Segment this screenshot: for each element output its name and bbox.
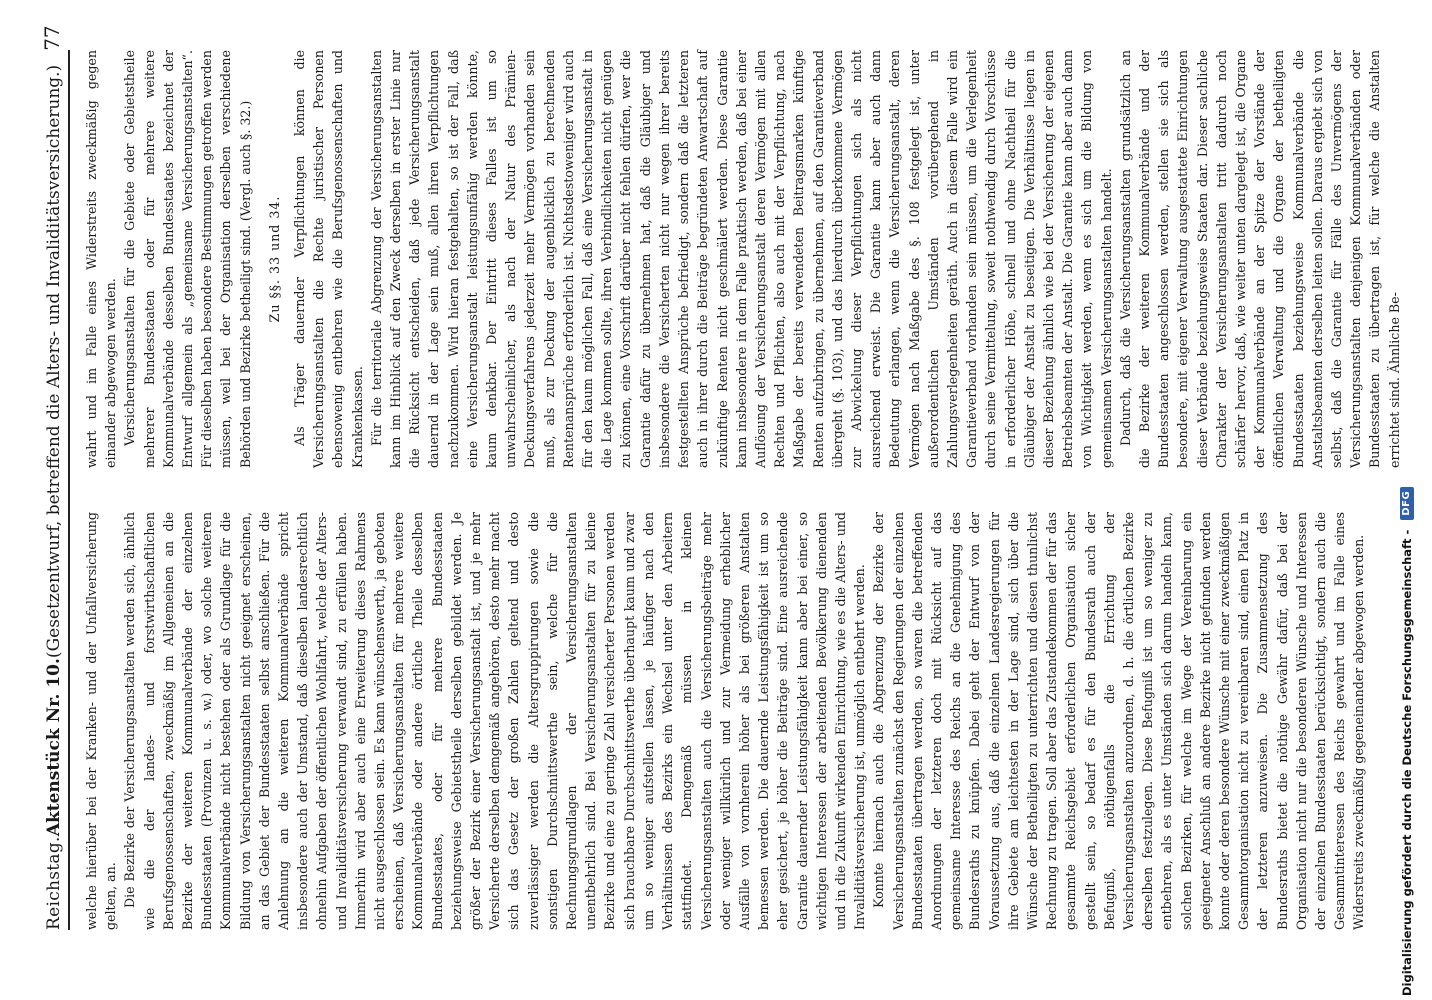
- left-column: [82, 512, 1367, 930]
- header-running-left: Reichstag.: [44, 836, 64, 930]
- page-number: 77: [40, 25, 64, 51]
- right-paragraph: Für die territoriale Abgrenzung der Versicherungsanstalten kann im Hinblick auf den Zweck derselben in erster Linie nur die Rücksicht entscheiden, daß jede Versicherungsanstalt dauernd in der Lage sein muß, allen ihren Verpflichtungen nachzukommen. Wird hieran festgehalten, so ist der Fall, daß eine Versicherungsanstalt leistungsunfähig werden könnte, kaum denkbar. Der Eintritt dieses Falles ist um so unwahrscheinlicher, als nach der Natur des Prämien-Deckungsverfahrens jederzeit mehr Vermögen vorhanden sein muß, als zur Deckung der augenblicklich zu berechnenden Rentenansprüche erforderlich ist. Nichtsdestoweniger wird auch für den kaum möglichen Fall, daß eine Versicherungsanstalt in die Lage kommen sollte, ihren Verbindlichkeiten nicht genügen zu können, eine Vorschrift darüber nicht fehlen dürfen, wer die Garantie dafür zu übernehmen hat, daß die Gläubiger und insbesondere die Versicherten nicht nur wegen ihrer bereits festgestellten Ansprüche befriedigt, sondern daß die letzteren auch in ihrer durch die Beiträge begründeten Anwartschaft auf zukünftige Renten nicht geschmälert werden. Diese Garantie kann insbesondere in dem Falle praktisch werden, daß bei einer Auflösung der Versicherungsanstalt deren Vermögen mit allen Rechten und Pflichten, also auch mit der Verpflichtung, nach Maßgabe der bereits verwendeten Beitragsmarken künftige Renten aufzubringen, zu übernehmen, auf den Garantieverband übergeht (§. 103), und das hierdurch überkommene Vermögen zur Abwickelung dieser Verpflichtungen sich als nicht ausreichend erweist. Die Garantie kann aber auch dann Bedeutung erlangen, wenn die Versicherungsanstalt, deren Vermögen nach Maßgabe des §. 108 festgelegt ist, unter außerordentlichen Umständen vorübergehend in Zahlungsverlegenheiten geräth. Auch in diesem Falle wird ein Garantieverband vorhanden sein müssen, um die Verlegenheit durch seine Vermittelung, soweit nothwendig durch Vorschüsse in erforderlicher Höhe, schnell und ohne Nachtheil für die Gläubiger der Anstalt zu beseitigen. Die Verhältnisse liegen in dieser Beziehung ähnlich wie bei der Versicherung der eigenen Betriebsbeamten der Anstalt. Die Garantie kann aber auch dann von Wichtigkeit werden, wenn es sich um die Bildung von gemeinsamen Versicherungsanstalten handelt.: [368, 50, 1114, 468]
- right-paragraph: Versicherungsanstalten für die Gebiete oder Gebietstheile mehrerer Bundesstaaten oder für mehrere weitere Kommunalverbände desselben Bundesstaates bezeichnet der Entwurf allgemein als „gemeinsame Versicherungsanstalten“. Für dieselben haben besondere Bestimmungen getroffen werden müssen, weil bei der Organisation derselben verschiedene Behörden und Bezirke betheiligt sind. (Vergl. auch §. 32.): [122, 50, 253, 468]
- dfg-logo-icon: DFG: [1400, 487, 1414, 520]
- left-paragraph: Die Bezirke der Versicherungsanstalten werden sich, ähnlich wie die der landes- und forstwirthschaftlichen Berufsgenossenschaften, zweckmäßig im Allgemeinen an die Bezirke der weiteren Kommunalverbände der einzelnen Bundesstaaten (Provinzen u. s. w.) oder, wo solche weiteren Kommunalverbände nicht bestehen oder als Grundlage für die Bildung von Versicherungsanstalten nicht geeignet erscheinen, an das Gebiet der Bundesstaaten selbst anschließen. Für die Anlehnung an die weiteren Kommunalverbände spricht insbesondere auch der Umstand, daß dieselben landesrechtlich ohnehin Aufgaben der öffentlichen Wohlfahrt, welche der Alters- und Invaliditätsversicherung verwandt sind, zu erfüllen haben. Immerhin wird aber auch eine Erweiterung dieses Rahmens nicht ausgeschlossen sein. Es kann wünschenswerth, ja geboten erscheinen, daß Versicherungsanstalten für mehrere weitere Kommunalverbände oder andere örtliche Theile desselben Bundesstaates, oder für mehrere Bundesstaaten beziehungsweise Gebietstheile derselben gebildet werden. Je größer der Bezirk einer Versicherungsanstalt ist, und je mehr Versicherte derselben demgemäß angehören, desto mehr macht sich das Gesetz der großen Zahlen geltend und desto zuverlässiger werden die Altersgruppirungen sowie die sonstigen Durchschnittswerthe sein, welche für die Rechnungsgrundlagen der Versicherungsanstalten unentbehrlich sind. Bei Versicherungsanstalten für zu kleine Bezirke und eine zu geringe Zahl versicherter Personen werden sich brauchbare Durchschnittswerthe überhaupt kaum und zwar um so weniger aufstellen lassen, je häufiger nach den Verhältnissen des Bezirks ein Wechsel unter den Arbeitern stattfindet. Demgemäß müssen in kleinen Versicherungsanstalten auch die Versicherungsbeiträge mehr oder weniger willkürlich und zur Vermeidung erheblicher Ausfälle von vornherein höher als bei größeren Anstalten bemessen werden. Die dauernde Leistungsfähigkeit ist um so eher gesichert, je höher die Beiträge sind. Eine ausreichende Garantie dauernder Leistungsfähigkeit kann aber bei einer, so wichtigen Interessen der arbeitenden Bevölkerung dienenden und in die Zukunft wirkenden Einrichtung, wie es die Alters- und Invaliditätsversicherung ist, unmöglich entbehrt werden.: [122, 512, 868, 930]
- right-paragraph: Dadurch, daß die Versicherungsanstalten grundsätzlich an die Bezirke der weiteren Kommunalverbände und der Bundesstaaten angeschlossen werden, stellen sie sich als besondere, mit eigener Verwaltung ausgestattete Einrichtungen dieser Verbände beziehungsweise Staaten dar. Dieser sachliche Charakter der Versicherungsanstalten tritt dadurch noch schärfer hervor, daß, wie weiter unten dargelegt ist, die Organe der Kommunalverbände an der Spitze der Vorstände der öffentlichen Verwaltung und die Organe der betheiligten Bundesstaaten beziehungsweise Kommunalverbände die Anstaltsbeamten derselben leiten sollen. Daraus ergiebt sich von selbst, daß die Garantie für Fälle des Unvermögens der Versicherungsanstalten denjenigen Kommunalverbänden oder Bundesstaaten zu übertragen ist, für welche die Anstalten errichtet sind. Ähnliche Be-: [1117, 50, 1402, 468]
- running-header: [36, 25, 70, 930]
- right-column: [82, 50, 1402, 468]
- header-document-number: Aktenstück Nr. 10.: [44, 658, 64, 837]
- left-paragraph: Konnte hiernach auch die Abgrenzung der Bezirke der Versicherungsanstalten zunächst den Regierungen der einzelnen Bundesstaaten übertragen werden, so waren die betreffenden Anordnungen der letzteren doch mit Rücksicht auf das gemeinsame Interesse des Reichs an die Genehmigung des Bundesraths zu knüpfen. Dabei geht der Entwurf von der Voraussetzung aus, daß die einzelnen Landesregierungen für ihre Gebiete am leichtesten in der Lage sind, sich über die Wünsche der Betheiligten zu unterrichten und diesen thunlichst Rechnung zu tragen. Soll aber das Zustandekommen der für das gesammte Reichsgebiet erforderlichen Organisation sicher gestellt sein, so bedarf es für den Bundesrath auch der Befugniß, nöthigenfalls die Errichtung der Versicherungsanstalten anzuordnen, d. h. die örtlichen Bezirke derselben festzulegen. Diese Befugniß ist um so weniger zu entbehren, als es unter Umständen sich darum handeln kann, solchen Bezirken, für welche im Wege der Vereinbarung ein geeigneter Anschluß an andere Bezirke nicht gefunden werden konnte oder deren besondere Wünsche mit einer zweckmäßigen Gesammtorganisation nicht zu vereinbaren sind, einen Platz in der letzteren anzuweisen. Die Zusammensetzung des Bundesraths bietet die nöthige Gewähr dafür, daß bei der Organisation nicht nur die besonderen Wünsche und Interessen der einzelnen Bundesstaaten berücksichtigt, sondern auch die Gesammtinteressen des Reichs gewahrt und im Falle eines Widerstreits zweckmäßig gegeneinander abgewogen werden.: [871, 512, 1367, 930]
- header-subtitle: (Gesetzentwurf, betreffend die Alters- und Invaliditätsversicherung.): [44, 64, 64, 659]
- header-title: [44, 658, 64, 836]
- section-heading: Zu §§. 33 und 34.: [266, 195, 282, 323]
- left-paragraph: welche hierüber bei der Kranken- und der Unfallversicherung gelten, an.: [84, 512, 119, 930]
- right-paragraph: wahrt und im Falle eines Widerstreits zweckmäßig gegen einander abgewogen werden.: [84, 50, 119, 468]
- digitization-watermark: [1398, 6, 1416, 996]
- watermark-text: Digitalisierung gefördert durch die Deutsche Forschungsgemeinschaft -: [1400, 529, 1414, 996]
- right-paragraph: Als Träger dauernder Verpflichtungen können die Versicherungsanstalten die Rechte juristischer Personen ebensowenig entbehren wie die Berufsgenossenschaften und Krankenkassen.: [292, 50, 365, 468]
